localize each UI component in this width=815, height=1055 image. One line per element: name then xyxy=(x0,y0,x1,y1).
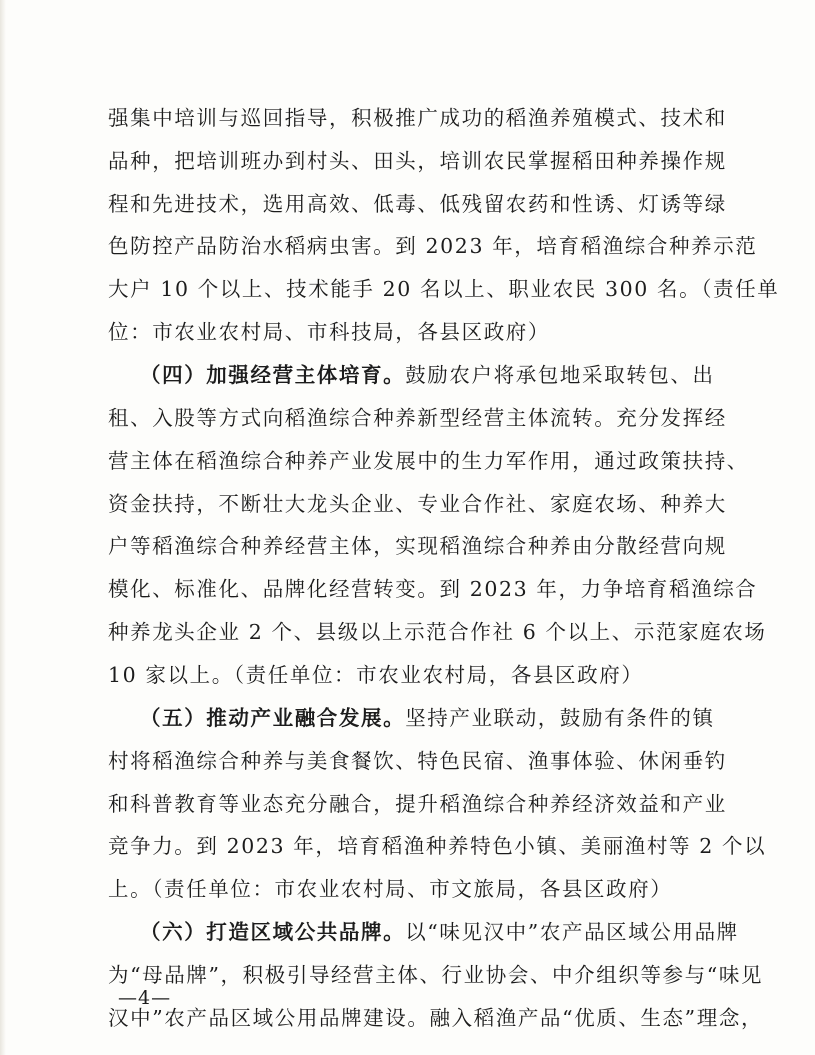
section-four-title: （四）加强经营主体培育。 xyxy=(140,363,406,387)
text-line: 程和先进技术，选用高效、低毒、低残留农药和性诱、灯诱等绿 xyxy=(108,192,727,216)
text-line: 营主体在稻渔综合种养产业发展中的生力军作用，通过政策扶持、 xyxy=(108,449,749,473)
text-line: 种养龙头企业 2 个、县级以上示范合作社 6 个以上、示范家庭农场 xyxy=(108,620,767,644)
text-line: 大户 10 个以上、技术能手 20 名以上、职业农民 300 名。（责任单 xyxy=(108,277,780,301)
text-line: 竞争力。到 2023 年，培育稻渔种养特色小镇、美丽渔村等 2 个以 xyxy=(108,834,767,858)
section-five-heading-line xyxy=(140,704,715,732)
page-number: —4— xyxy=(118,987,172,1009)
text-line: 品种，把培训班办到村头、田头，培训农民掌握稻田种养操作规 xyxy=(108,149,727,173)
section-four-heading-line xyxy=(140,361,715,389)
section-six-title: （六）打造区域公共品牌。 xyxy=(140,920,406,944)
page-edge-shadow xyxy=(0,0,6,1055)
text-line: 10 家以上。（责任单位：市农业农村局，各县区政府） xyxy=(108,663,644,687)
text-line: 户等稻渔综合种养经营主体，实现稻渔综合种养由分散经营向规 xyxy=(108,534,727,558)
section-four-text: 鼓励农户将承包地采取转包、出 xyxy=(405,363,715,387)
text-line: 租、入股等方式向稻渔综合种养新型经营主体流转。充分发挥经 xyxy=(108,406,727,430)
text-line: 强集中培训与巡回指导，积极推广成功的稻渔养殖模式、技术和 xyxy=(108,106,727,130)
text-line: 村将稻渔综合种养与美食餐饮、特色民宿、渔事体验、休闲垂钓 xyxy=(108,749,727,773)
section-six-text: 以“味见汉中”农产品区域公用品牌 xyxy=(405,920,739,944)
text-line: 为“母品牌”，积极引导经营主体、行业协会、中介组织等参与“味见 xyxy=(108,963,764,987)
section-six-heading-line xyxy=(140,918,739,946)
text-line: 汉中”农产品区域公用品牌建设。融入稻渔产品“优质、生态”理念， xyxy=(108,1006,764,1030)
text-line: 和科普教育等业态充分融合，提升稻渔综合种养经济效益和产业 xyxy=(108,792,727,816)
text-line: 资金扶持，不断壮大龙头企业、专业合作社、家庭农场、种养大 xyxy=(108,492,727,516)
text-line: 位：市农业农村局、市科技局，各县区政府） xyxy=(108,320,550,344)
section-five-text: 坚持产业联动，鼓励有条件的镇 xyxy=(405,706,715,730)
text-line: 色防控产品防治水稻病虫害。到 2023 年，培育稻渔综合种养示范 xyxy=(108,234,758,258)
section-five-title: （五）推动产业融合发展。 xyxy=(140,706,406,730)
text-line: 模化、标准化、品牌化经营转变。到 2023 年，力争培育稻渔综合 xyxy=(108,577,758,601)
text-line: 上。（责任单位：市农业农村局、市文旅局，各县区政府） xyxy=(108,877,673,901)
